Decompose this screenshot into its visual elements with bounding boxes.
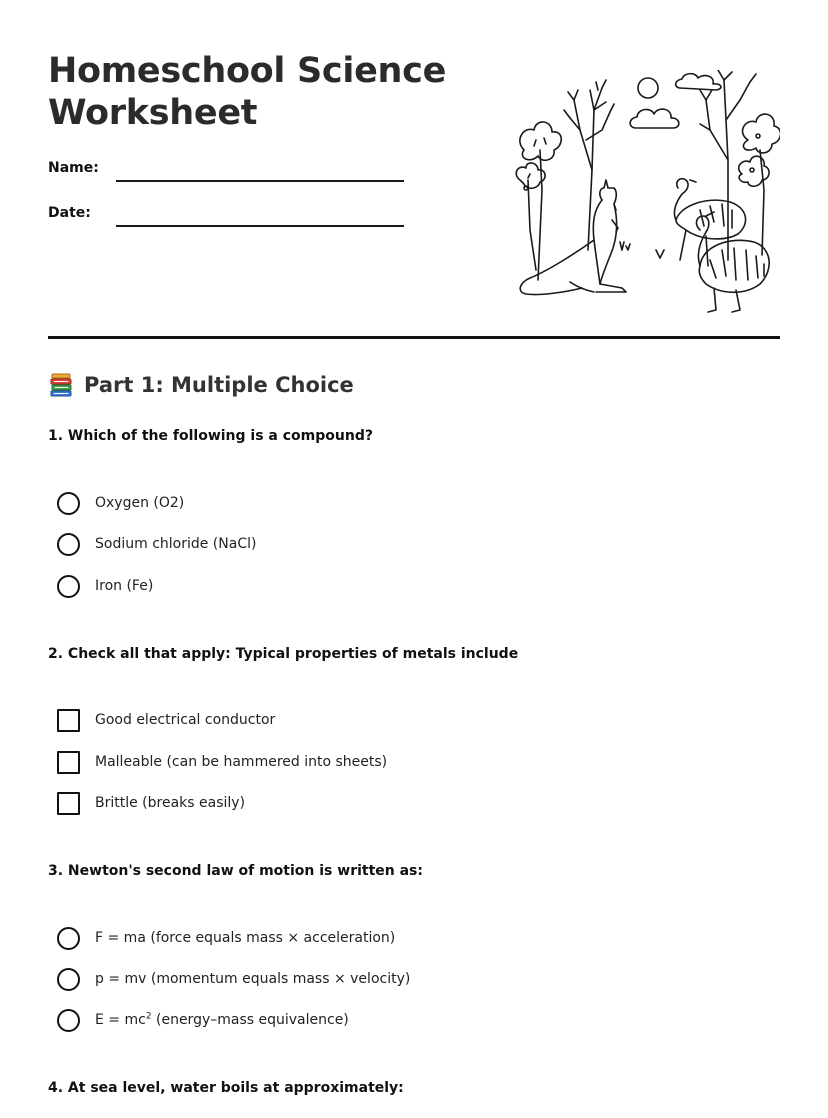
q2-option-malleable[interactable] — [57, 749, 387, 775]
radio-button[interactable] — [57, 1009, 80, 1032]
checkbox[interactable] — [57, 792, 80, 815]
grass-icon — [620, 242, 630, 250]
books-icon — [48, 372, 74, 398]
option-label: Brittle (breaks easily) — [95, 795, 246, 811]
q1-option-oxygen[interactable] — [57, 490, 184, 516]
kangaroo-emu-illustration — [510, 70, 780, 315]
radio-button[interactable] — [57, 927, 80, 950]
q2-option-conductor[interactable] — [57, 707, 275, 733]
section-heading-text: Part 1: Multiple Choice — [84, 373, 354, 397]
worksheet-title: Homeschool Science Worksheet — [48, 51, 447, 133]
q3-option-e-mc2[interactable] — [57, 1007, 349, 1033]
radio-button[interactable] — [57, 968, 80, 991]
kangaroo-icon — [520, 180, 626, 295]
cloud-icon — [630, 109, 679, 128]
option-label: p = mv (momentum equals mass × velocity) — [95, 971, 411, 987]
superscript: 2 — [145, 1011, 152, 1022]
checkbox[interactable] — [57, 709, 80, 732]
radio-button[interactable] — [57, 533, 80, 556]
option-label: Oxygen (O2) — [95, 495, 185, 511]
option-label — [95, 1012, 349, 1028]
question-4: 4. At sea level, water boils at approximately: — [48, 1080, 404, 1096]
tree-icon-2 — [516, 122, 561, 280]
name-field[interactable] — [116, 180, 404, 182]
name-label: Name: — [48, 160, 99, 176]
tree-icon-3 — [700, 70, 756, 260]
question-1: 1. Which of the following is a compound? — [48, 428, 373, 444]
option-label: Iron (Fe) — [95, 578, 154, 594]
q1-option-sodium-chloride[interactable] — [57, 531, 256, 557]
section-heading — [48, 372, 354, 398]
radio-button[interactable] — [57, 492, 80, 515]
q3-option-p-mv[interactable] — [57, 966, 410, 992]
q2-option-brittle[interactable] — [57, 790, 245, 816]
cloud-icon-2 — [676, 74, 721, 90]
q3-option-f-ma[interactable] — [57, 925, 395, 951]
tree-icon-4 — [739, 114, 780, 255]
option-label: Sodium chloride (NaCl) — [95, 536, 257, 552]
option-label: Malleable (can be hammered into sheets) — [95, 754, 388, 770]
tree-icon — [564, 80, 614, 250]
sun-icon — [638, 78, 658, 98]
option-label: F = ma (force equals mass × acceleration) — [95, 930, 396, 946]
date-field[interactable] — [116, 225, 404, 227]
question-3: 3. Newton's second law of motion is written as: — [48, 863, 423, 879]
grass-icon-2 — [656, 250, 664, 258]
formula-text: E = mc — [95, 1012, 146, 1028]
radio-button[interactable] — [57, 575, 80, 598]
date-label: Date: — [48, 205, 91, 221]
formula-description: (energy–mass equivalence) — [156, 1012, 349, 1028]
option-label: Good electrical conductor — [95, 712, 276, 728]
checkbox[interactable] — [57, 751, 80, 774]
question-2: 2. Check all that apply: Typical properties of metals include — [48, 646, 519, 662]
header-divider — [48, 336, 780, 339]
q1-option-iron[interactable] — [57, 573, 153, 599]
